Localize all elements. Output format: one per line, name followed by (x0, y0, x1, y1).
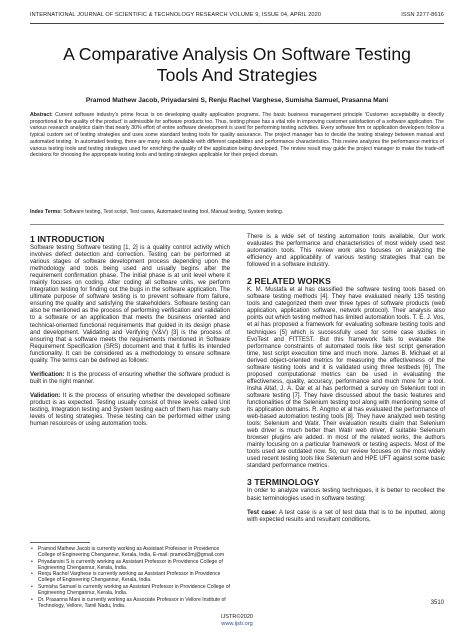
right-column (247, 234, 445, 524)
index-terms-text: Software testing, Test script, Test cases, Automated testing tool, Manual testing, System testing. (63, 209, 284, 215)
footnote-rule (30, 542, 90, 543)
validation-paragraph (30, 393, 230, 428)
footnote-item: • Priyadarsini S is currently working as Assistant Professor in Providence College of Engineering Chengannur, Kerala, India. (30, 559, 230, 571)
abstract-label: Abstract: (30, 112, 53, 118)
terminology-paragraph: In order to analyze various testing techniques, it is better to recollect the basic terminologies used in software testing: (247, 488, 445, 502)
section-heading-introduction: 1 INTRODUCTION (30, 234, 105, 244)
abstract (30, 112, 444, 159)
verification-label: Verification: (30, 371, 65, 378)
title-line-1: A Comparative Analysis On Software Testing (63, 44, 411, 64)
page-footer (0, 614, 474, 628)
abstract-rule (30, 224, 444, 225)
footnote-item: • Renju Rachel Varghese is currently working as Assistant Professor in Providence College of Engineering Chengannur, Kerala, India. (30, 571, 230, 583)
verification-text: It is the process of ensuring whether the software product is built in the right manner. (30, 371, 230, 385)
issn: ISSN 2277-8616 (401, 12, 444, 18)
section-heading-terminology: 3 TERMINOLOGY (247, 477, 320, 488)
header-rule (30, 23, 444, 24)
left-column (30, 234, 230, 435)
author-footnotes (30, 542, 230, 609)
index-terms-label: Index Terms: (30, 209, 62, 215)
journal-name: INTERNATIONAL JOURNAL OF SCIENTIFIC & TECHNOLOGY RESEARCH VOLUME 9, ISSUE 04, APRIL 2020 (30, 12, 322, 18)
verification-paragraph (30, 372, 230, 386)
test-case-paragraph (247, 510, 445, 524)
footer-url[interactable]: www.ijstr.org (221, 621, 253, 627)
index-terms (30, 209, 444, 216)
related-works-paragraph: K. M. Mustafa et al has classified the software testing tools based on software testing methods [4]. They have evaluated nearly 135 testing tools and categorized them over three types of software products (web application, application software, network protocol). Their analysis also points out which testing method has limited automation tools. T. E. J. Vos, et al has proposed a framework for evaluating software testing tools and techniques [5] which is successfully used for some case studies in EvoTest and FITTEST. But this framework fails to evaluate the performance constraints of automated tools like test script generation time, test script execution time and much more. James B. Michael et al derived object-oriented metrics for measuring the effectiveness of the software testing tools and it is validated using three testbeds [6]. The proposed computational metrics can be used in evaluating the effectiveness, quality, accuracy, performance and much more for a tool. Insha Altaf, J. A. Dar et al has performed a survey on Selenium tool in software testing [7]. They have discussed about the basic features and functionalities of the Selenium testing tool along with mentioning some of its application domains. R. Angmo et al has evaluated the performance of web-based automation testing tools [8]. They have analyzed web testing tools: Selenium and Watir. Their evaluation results claim that Selenium web driver is much better than Watir web driver, if suitable Selenium browser plugins are added. In most of the related works, the authors mainly focusing on a particular framework or testing aspects. Most of the tools used are outdated now. So, our review focuses on the most widely used recent testing tools like Selenium and HPE UFT against some basic standard performance metrics. (247, 287, 445, 470)
footnote-item: • Dr. Prasanna Mani is currently working as Associate Professor in Vellore Institute of Technology, Vellore, Tamil Nadu, India. (30, 597, 230, 609)
abstract-text: Current software industry's prime focus is on developing quality application programs. The basic business management principle 'Customer acceptability is directly proportional to the quality of the product' is admissible for software products too. Thus, testing phase has a vital role in improving customer satisfaction of a software application. The various research analytics claim that nearly 30% effort of entire software development is used for performing testing activities. Every software firm or application developers follow a typical custom set of testing strategies and uses some standard testing tools for quality assurance. The project manager has to decide the testing strategy between manual and automated testing. In automated testing, there are many tools available with different capabilities and performance characteristics. This review analyzes the performance metrics of various testing tools and testing strategies used for enriching the quality of the application being developed. The review result may guide the project manager to make the trade-off decisions for choosing the appropriate testing tools and testing strategies applicable for their project domain. (30, 112, 444, 159)
section-heading-related-works: 2 RELATED WORKS (247, 276, 331, 287)
test-case-label: Test case: (247, 509, 277, 516)
footer-copyright: IJSTR©2020 (220, 614, 254, 620)
intro-continuation: There is a wide set of testing automation tools available. Our work evaluates the performance and characteristics of most widely used test automation tools. This review work also focuses on analyzing the efficiency and applicability of various testing strategies that can be followed in a software industry. (247, 234, 445, 269)
validation-label: Validation: (30, 392, 61, 399)
paper-title (40, 44, 434, 86)
footnote-item: • Sumisha Samuel is currently working as Assistant Professor in Providence College of Engineering Chengannur, Kerala, India. (30, 584, 230, 596)
author-list: Pramod Mathew Jacob, Priyadarsini S, Renju Rachel Varghese, Sumisha Samuel, Prasanna Mani (85, 97, 389, 104)
test-case-text: A test case is a set of test data that is to be inputted, along with expected results and resultant conditions, (247, 509, 445, 523)
footnote-list (30, 546, 230, 609)
title-line-2: Tools And Strategies (156, 65, 318, 85)
validation-text: It is the process of ensuring whether the developed software product is as expected. Testing usually consist of three levels called Unit testing, Integration testing and System testing each of them has many sub levels of testing strategies. These testing can be performed either using human resources or using automation tools. (30, 392, 230, 428)
running-head (30, 12, 444, 22)
intro-paragraph: Software testing Software testing [1, 2] is a quality control activity which involves defect detection and correction. Testing can be performed at various stages of software development process depending upon the methodology and tools being used and usually begins after the requirement confirmation phase. The initial phase is at unit level where it mainly focuses on coding. After coding all software units, we perform Integration testing for finding out the bugs in the software application. The ultimate purpose of software testing is to prevent software from failure, ensuring the quality and satisfying the stakeholders. Software testing can also be mentioned as the process of performing verification and validation to a software or an application that meets the business oriented and technical-oriented functional requirements that guided in its design phase and development. Validating and Verifying (V&V) [3] is the process of ensuring that a software meets the requirements mentioned in Software Requirement Specification (SRS) document and that it fulfils its intended functionality. It can be considered as a methodology to ensure software quality. The terms can be defined as follows: (30, 245, 230, 364)
footnote-item: • Pramod Mathew Jacob is currently working as Assistant Professor in Providence College of Engineering Chengannur, Kerala, India, E-mail: pramod3mj@gmail.com (30, 546, 230, 558)
page-number: 3510 (430, 600, 444, 606)
